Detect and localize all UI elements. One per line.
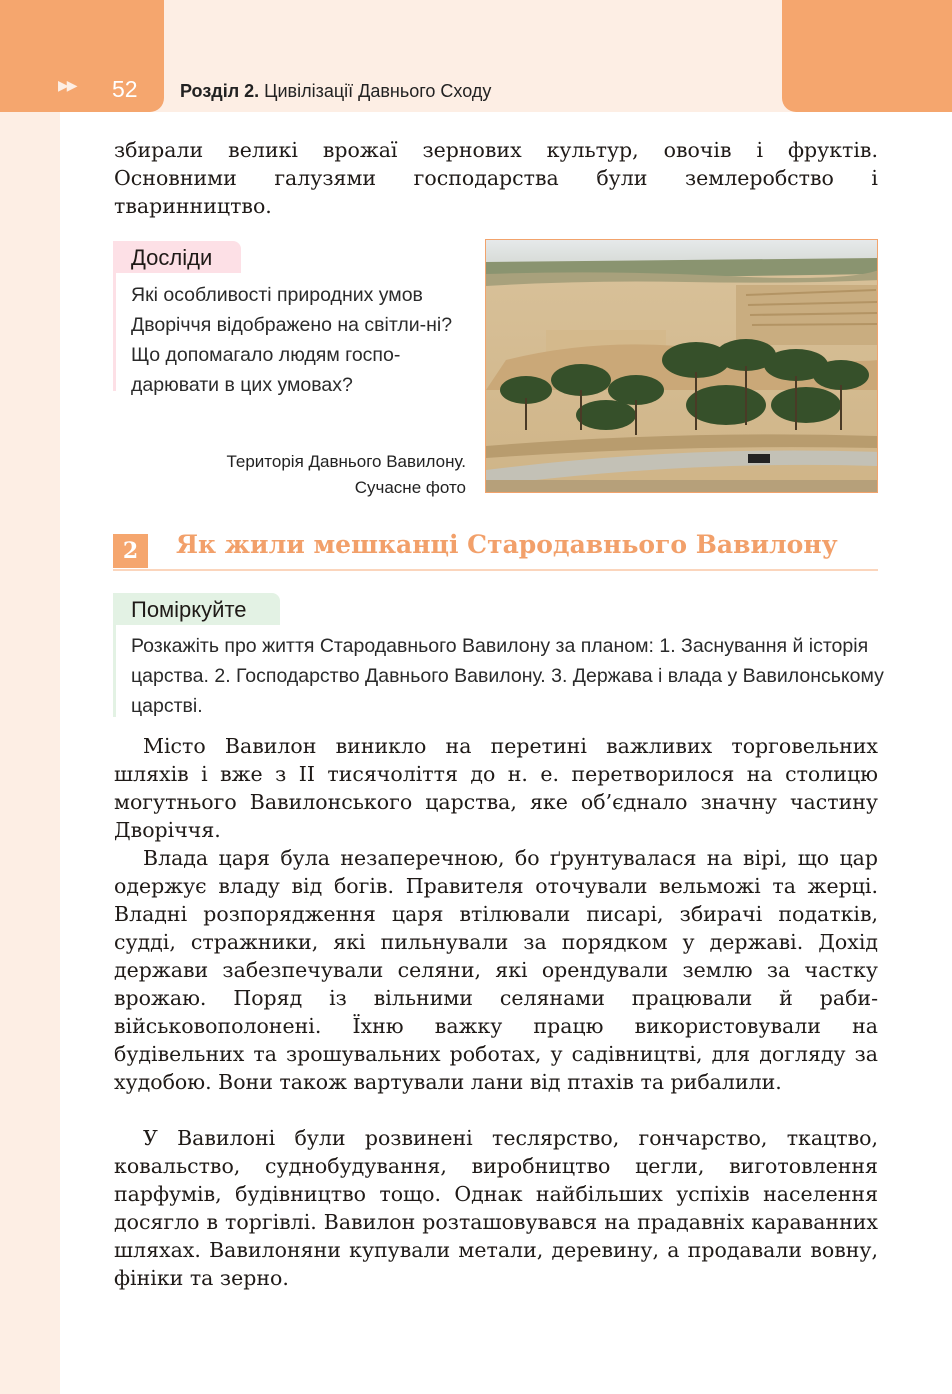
page-number: 52 — [112, 76, 138, 102]
think-bar — [113, 625, 116, 717]
think-title: Поміркуйте — [131, 597, 247, 622]
section-number-badge: 2 — [113, 534, 148, 568]
double-arrow-icon: ▶▶ — [58, 78, 76, 94]
section-heading: Як жили мешканці Стародавнього Вавилону — [176, 530, 838, 559]
research-title: Досліди — [131, 245, 213, 270]
research-question: Які особливості природних умов Дворіччя відображено на світли-ні? Що допомагало людям госпо-дарювати в цих умовах? — [131, 284, 453, 396]
header-tab-left — [0, 0, 164, 112]
think-task: Розкажіть про життя Стародавнього Вавилону за планом: 1. Заснування й історія царства. 2. Господарство Давнього Вавилону. 3. Держава і влада у Вавилонському царстві. — [131, 635, 884, 717]
header-tab-right — [782, 0, 952, 112]
section-label: Розділ 2. — [180, 81, 260, 101]
intro-paragraph: збирали великі врожаї зернових культур, овочів і фруктів. Основними галузями господарства були землеробство і тваринництво. — [114, 138, 878, 218]
photo-caption-line1: Територія Давнього Вавилону. — [226, 452, 466, 471]
photo-caption-line2: Сучасне фото — [354, 478, 466, 497]
babylon-photo — [485, 239, 878, 493]
research-bar — [113, 273, 116, 391]
body-paragraph-2: Влада царя була незаперечною, бо ґрунтувалася на вірі, що цар одержує владу від богів. Правителя оточували вельможі та жерці. Владні розпорядження царя втілювали писарі, збирачі податків, судді, стражники, які пильнували за порядком у державі. Дохід держави забезпечували селяни, які орендували землю за частку врожаю. Поряд із вільними селянами працювали й раби-військовополонені. Їхню важку працю використовували на будівельних та зрошувальних роботах, у садівництві, для догляду за худобою. Вони також вартували лани від птахів та рибалили. — [114, 846, 878, 1094]
section-title-header: Цивілізації Давнього Сходу — [259, 81, 492, 101]
body-paragraph-1: Місто Вавилон виникло на перетині важливих торговельних шляхів і вже з II тисячоліття до н. е. перетворилося на столицю могутнього Вавилонського царства, яке об’єднало значну частину Дворіччя. — [114, 734, 878, 842]
running-head — [180, 81, 491, 102]
section-rule — [113, 569, 878, 571]
page-margin-strip — [0, 112, 60, 1394]
body-paragraph-3: У Вавилоні були розвинені теслярство, гончарство, ткацтво, ковальство, суднобудування, виробництво цегли, виготовлення парфумів, будівництво тощо. Однак найбільших успіхів населення досягло в торгівлі. Вавилон розташовувався на прадавніх караванних шляхах. Вавилоняни купували метали, деревину, а продавали вовну, фініки та зерно. — [114, 1126, 878, 1290]
